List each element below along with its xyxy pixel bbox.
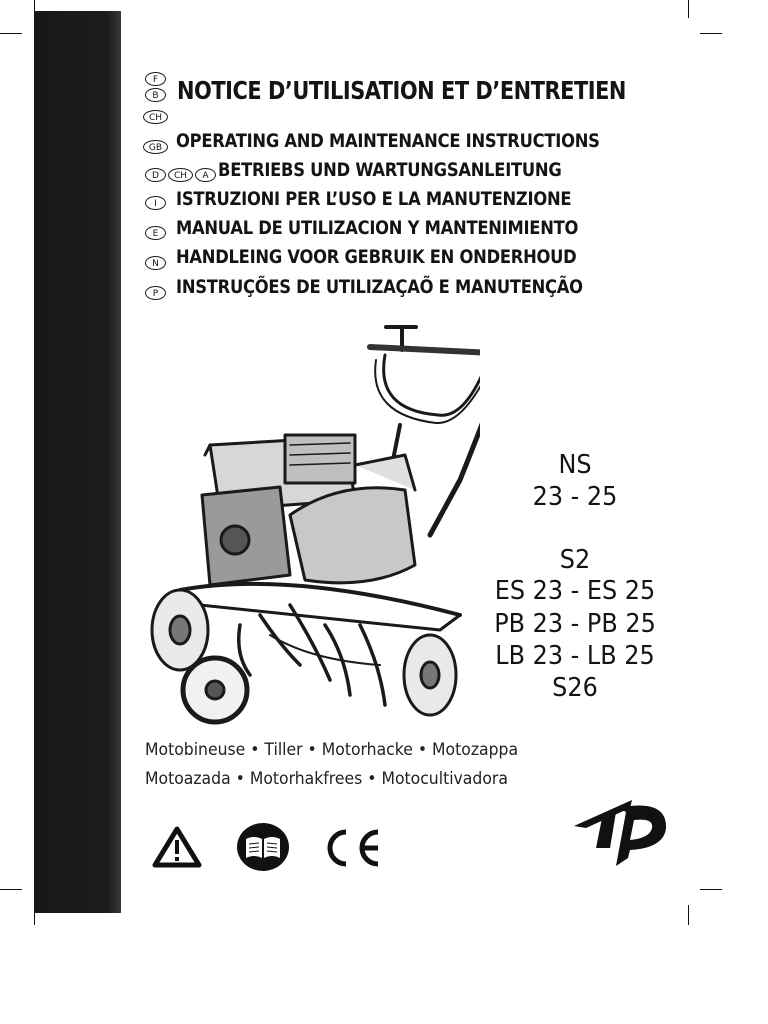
crop-mark [0,33,22,34]
lang-badge-f: F [145,72,166,86]
crop-mark [688,0,689,18]
lang-badge-i: I [145,196,166,210]
tiller-illustration [140,305,480,735]
model-es: ES 23 - ES 25 [494,576,656,606]
lang-badge-ch: CH [143,110,168,124]
lang-badge-ch2: CH [168,168,193,182]
model-s2: S2 [559,545,591,575]
ce-mark-icon [318,826,384,870]
lang-badge-a: A [195,168,216,182]
crop-mark [700,33,722,34]
lang-badge-n: N [145,256,166,270]
title-de: BETRIEBS UND WARTUNGSANLEITUNG [218,159,562,181]
crop-mark [700,889,722,890]
lang-badge-gb: GB [143,140,168,154]
product-names-line2: Motoazada • Motorhakfrees • Motocultivadora [145,769,508,789]
manual-book-icon [236,822,290,872]
title-pt: INSTRUÇÕES DE UTILIZAÇAÕ E MANUTENÇÃO [176,276,583,298]
lang-badge-b: B [145,88,166,102]
lang-badge-e: E [145,226,166,240]
title-es: MANUAL DE UTILIZACION Y MANTENIMIENTO [176,217,579,239]
title-nl: HANDLEING VOOR GEBRUIK EN ONDERHOUD [176,246,577,268]
model-lb: LB 23 - LB 25 [495,641,655,671]
title-it: ISTRUZIONI PER L’USO E LA MANUTENZIONE [176,188,572,210]
model-ns-range: 23 - 25 [532,482,618,512]
model-ns: NS [558,450,592,480]
main-title: NOTICE D’UTILISATION ET D’ENTRETIEN [177,76,626,105]
title-gb: OPERATING AND MAINTENANCE INSTRUCTIONS [176,130,600,152]
cover-spine-bar [34,11,121,913]
crop-mark [688,905,689,925]
model-pb: PB 23 - PB 25 [494,609,656,639]
model-s26: S26 [552,673,598,703]
product-names-line1: Motobineuse • Tiller • Motorhacke • Motozappa [145,740,519,760]
brand-logo-icon [572,790,672,870]
lang-badge-d: D [145,168,166,182]
lang-badge-p: P [145,286,166,300]
warning-triangle-icon [152,826,202,868]
crop-mark [0,889,22,890]
